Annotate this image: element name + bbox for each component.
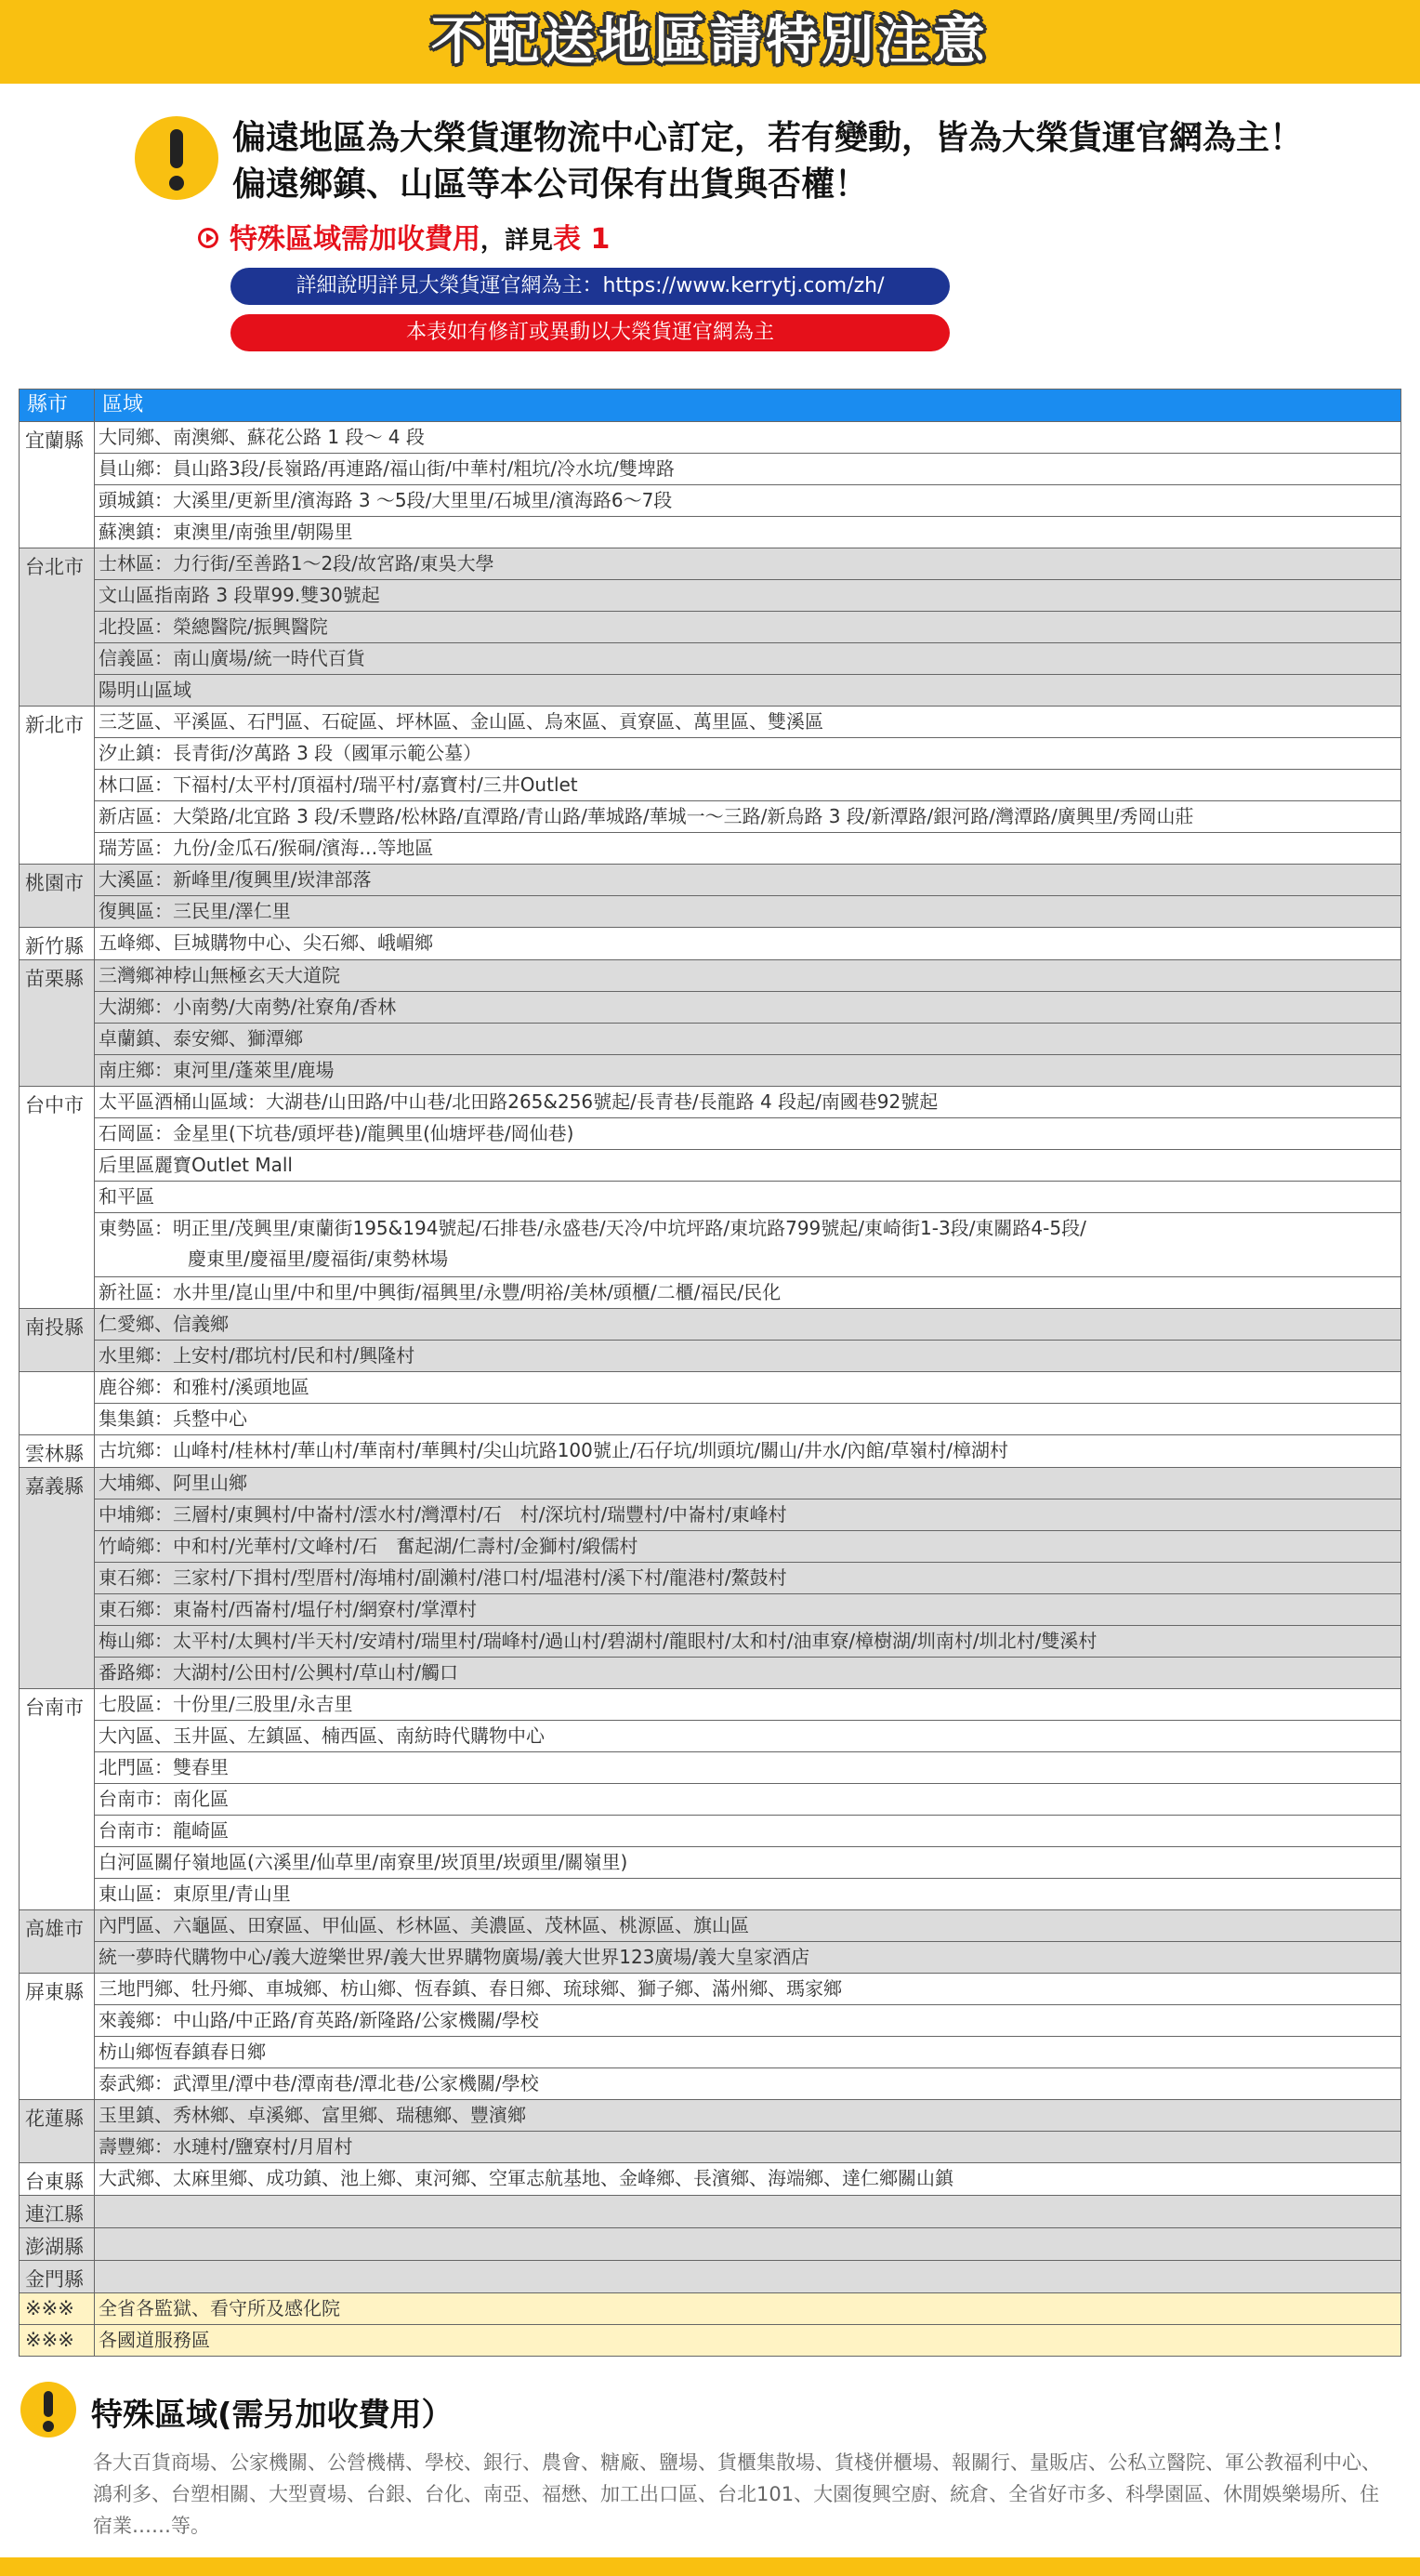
table-row: 仁愛鄉、信義鄉 — [99, 1313, 229, 1335]
county-cell: 澎湖縣 — [20, 2228, 95, 2260]
area-cells — [95, 2261, 1400, 2292]
county-cell: 苗栗縣 — [20, 960, 95, 1086]
table-county-group — [20, 1688, 1400, 1909]
area-cells — [95, 1974, 1400, 2099]
table-row: 陽明山區域 — [95, 674, 1400, 706]
table-row: 北門區：雙春里 — [95, 1751, 1400, 1783]
table-row: 信義區：南山廣場/統一時代百貨 — [95, 642, 1400, 674]
table-row: 大溪區：新峰里/復興里/崁津部落 — [99, 868, 372, 891]
table-row: 東山區：東原里/青山里 — [95, 1878, 1400, 1909]
table-county-group — [20, 548, 1400, 706]
area-cells — [95, 960, 1400, 1086]
play-circle-icon — [198, 228, 218, 248]
area-cells — [95, 2228, 1400, 2260]
notice-line-1: 偏遠地區為大榮貨運物流中心訂定，若有變動，皆為大榮貨運官網為主！ — [232, 119, 1304, 157]
table-row — [95, 2228, 1400, 2259]
area-cells — [95, 928, 1400, 959]
table-county-group — [20, 2099, 1400, 2162]
area-cells — [95, 422, 1400, 548]
table-row: 頭城鎮：大溪里/更新里/濱海路 3 ～5段/大里里/石城里/濱海路6～7段 — [95, 484, 1400, 516]
table-row: 東石鄉：東崙村/西崙村/塭仔村/網寮村/掌潭村 — [95, 1593, 1400, 1625]
table-row: 古坑鄉：山峰村/桂林村/華山村/華南村/華興村/尖山坑路100號止/石仔坑/圳頭坑/關山/井水/內館/草嶺村/樟湖村 — [99, 1439, 1009, 1461]
table-row: 各國道服務區 — [99, 2329, 210, 2351]
county-cell: 花蓮縣 — [20, 2100, 95, 2162]
table-row: 卓蘭鎮、泰安鄉、獅潭鄉 — [95, 1023, 1400, 1054]
table-row: 全省各監獄、看守所及感化院 — [99, 2297, 340, 2319]
county-cell: 新竹縣 — [20, 928, 95, 959]
area-cells — [95, 2325, 1400, 2356]
table-row: 大同鄉、南澳鄉、蘇花公路 1 段～ 4 段 — [99, 426, 425, 448]
table-row: 七股區：十份里/三股里/永吉里 — [99, 1693, 353, 1715]
table-row: 集集鎮：兵整中心 — [95, 1403, 1400, 1434]
table-row: 大埔鄉、阿里山鄉 — [99, 1472, 247, 1494]
table-row: 鹿谷鄉：和雅村/溪頭地區 — [99, 1376, 309, 1398]
county-cell: 高雄市 — [20, 1910, 95, 1973]
area-cells — [95, 2100, 1400, 2162]
table-row: 三灣鄉神桲山無極玄天大道院 — [99, 964, 340, 986]
table-header — [20, 390, 1400, 421]
county-cell: 台北市 — [20, 548, 95, 706]
county-cell: ※※※ — [20, 2293, 95, 2324]
table-row: 文山區指南路 3 段單99.雙30號起 — [95, 579, 1400, 611]
table-county-group — [20, 2227, 1400, 2260]
remote-area-table — [19, 389, 1401, 2357]
county-cell: 屏東縣 — [20, 1974, 95, 2099]
table-row: 新店區：大榮路/北宜路 3 段/禾豐路/松林路/直潭路/青山路/華城路/華城一～三路/新烏路 3 段/新潭路/銀河路/灣潭路/廣興里/秀岡山莊 — [95, 800, 1400, 832]
table-row: 大武鄉、太麻里鄉、成功鎮、池上鄉、東河鄉、空軍志航基地、金峰鄉、長濱鄉、海端鄉、達仁鄉關山鎮 — [99, 2167, 953, 2189]
county-cell: 雲林縣 — [20, 1435, 95, 1467]
table-county-group — [20, 1973, 1400, 2099]
county-cell: 金門縣 — [20, 2261, 95, 2292]
area-cells — [95, 1309, 1400, 1371]
table-row: 五峰鄉、巨城購物中心、尖石鄉、峨嵋鄉 — [99, 931, 433, 954]
area-cells — [95, 1468, 1400, 1688]
table-row: 三地門鄉、牡丹鄉、車城鄉、枋山鄉、恆春鎮、春日鄉、琉球鄉、獅子鄉、滿州鄉、瑪家鄉 — [99, 1977, 842, 2000]
area-cells — [95, 1910, 1400, 1973]
area-cells — [95, 1689, 1400, 1909]
table-county-group — [20, 1086, 1400, 1308]
table-row: 北投區：榮總醫院/振興醫院 — [95, 611, 1400, 642]
county-cell — [20, 1372, 95, 1434]
table-row: 林口區：下福村/太平村/頂福村/瑞平村/嘉寶村/三井Outlet — [95, 769, 1400, 800]
table-row: 大湖鄉：小南勢/大南勢/社寮角/香林 — [95, 991, 1400, 1023]
special-area-label: 特殊區域需加收費用 — [230, 223, 480, 256]
table-row: 員山鄉：員山路3段/長嶺路/再連路/福山街/中華村/粗坑/冷水坑/雙埤路 — [95, 453, 1400, 484]
page-title: 不配送地區請特別注意 — [431, 11, 989, 72]
area-cells — [95, 548, 1400, 706]
table-county-group — [20, 2195, 1400, 2227]
table-row: 壽豐鄉：水璉村/鹽寮村/月眉村 — [95, 2131, 1400, 2162]
table-row: 大內區、玉井區、左鎮區、楠西區、南紡時代購物中心 — [95, 1720, 1400, 1751]
table-row: 汐止鎮：長青街/汐萬路 3 段（國軍示範公墓） — [95, 737, 1400, 769]
special-area-note — [198, 216, 610, 257]
table-county-group — [20, 1909, 1400, 1973]
table-county-group — [20, 421, 1400, 548]
revision-note-pill: 本表如有修訂或異動以大榮貨運官網為主 — [230, 314, 950, 351]
county-cell: 嘉義縣 — [20, 1468, 95, 1688]
table-county-group — [20, 2260, 1400, 2292]
table-row — [95, 2261, 1400, 2292]
table-row: 內門區、六龜區、田寮區、甲仙區、杉林區、美濃區、茂林區、桃源區、旗山區 — [99, 1914, 749, 1936]
bottom-banner — [0, 2557, 1420, 2576]
footer-text: 各大百貨商場、公家機關、公營機構、學校、銀行、農會、糖廠、鹽場、貨櫃集散場、貨棧併櫃場、報關行、量販店、公私立醫院、軍公教福利中心、鴻利多、台塑相關、大型賣場、台銀、台化、南亞、福懋、加工出口區、台北101、大園復興空廚、統倉、全省好市多、科學園區、休閒娛樂場所、住宿業……等。 — [93, 2451, 1381, 2537]
table-row: 南庄鄉：東河里/蓬萊里/鹿場 — [95, 1054, 1400, 1086]
table-row: 枋山鄉恆春鎮春日鄉 — [95, 2036, 1400, 2067]
table-row: 白河區關仔嶺地區(六溪里/仙草里/南寮里/崁頂里/崁頭里/關嶺里) — [95, 1846, 1400, 1878]
notice-line-2: 偏遠鄉鎮、山區等本公司保有出貨與否權！ — [232, 165, 869, 204]
website-info-pill[interactable]: 詳細說明詳見大榮貨運官網為主：https://www.kerrytj.com/zh/ — [230, 268, 950, 305]
table-county-group — [20, 1434, 1400, 1467]
row-line-1: 東勢區：明正里/茂興里/東蘭街195&194號起/石排巷/永盛巷/天冷/中坑坪路/東坑路799號起/東崎街1-3段/東關路4-5段/ — [99, 1217, 1086, 1239]
table-row: 瑞芳區：九份/金瓜石/猴硐/濱海…等地區 — [95, 832, 1400, 864]
table-row: 石岡區：金星里(下坑巷/頭坪巷)/龍興里(仙塘坪巷/岡仙巷) — [95, 1117, 1400, 1149]
area-cells — [95, 1435, 1400, 1467]
county-cell: 台東縣 — [20, 2163, 95, 2195]
table-row: 太平區酒桶山區域：大湖巷/山田路/中山巷/北田路265&256號起/長青巷/長龍路 4 段起/南國巷92號起 — [99, 1090, 939, 1113]
table-county-group — [20, 2162, 1400, 2195]
table-county-group — [20, 1467, 1400, 1688]
table-row: 梅山鄉：太平村/太興村/半天村/安靖村/瑞里村/瑞峰村/過山村/碧湖村/龍眼村/太和村/油車寮/樟樹湖/圳南村/圳北村/雙溪村 — [95, 1625, 1400, 1657]
table-row: 和平區 — [95, 1181, 1400, 1212]
county-cell: 連江縣 — [20, 2196, 95, 2227]
county-cell: 宜蘭縣 — [20, 422, 95, 548]
row-line-2: 慶東里/慶福里/慶福街/東勢林場 — [188, 1248, 449, 1270]
header-area: 區域 — [102, 393, 144, 416]
table-row: 后里區麗寶Outlet Mall — [95, 1149, 1400, 1181]
table-county-group — [20, 927, 1400, 959]
table-row: 竹崎鄉：中和村/光華村/文峰村/石 奮起湖/仁壽村/金獅村/緞儒村 — [95, 1530, 1400, 1562]
table-row — [95, 2196, 1400, 2226]
county-cell: 新北市 — [20, 707, 95, 864]
county-cell: 台中市 — [20, 1087, 95, 1308]
table-county-group — [20, 706, 1400, 864]
footer-exclamation-icon — [20, 2382, 76, 2437]
table-row: 新社區：水井里/崑山里/中和里/中興街/福興里/永豐/明裕/美林/頭櫃/二櫃/福民/民化 — [95, 1276, 1400, 1308]
county-cell: 台南市 — [20, 1689, 95, 1909]
table-row: 復興區：三民里/澤仁里 — [95, 895, 1400, 927]
table-row: 台南市：南化區 — [95, 1783, 1400, 1815]
table-row: 台南市：龍崎區 — [95, 1815, 1400, 1846]
table-row: 三芝區、平溪區、石門區、石碇區、坪林區、金山區、烏來區、貢寮區、萬里區、雙溪區 — [99, 710, 823, 733]
table-county-group — [20, 2324, 1400, 2356]
special-area-ref: 表 1 — [553, 223, 611, 256]
table-county-group — [20, 864, 1400, 927]
footer-title: 特殊區域(需另加收費用） — [91, 2397, 454, 2434]
table-row: 統一夢時代購物中心/義大遊樂世界/義大世界購物廣場/義大世界123廣場/義大皇家酒店 — [95, 1941, 1400, 1973]
table-row — [95, 1212, 1400, 1276]
area-cells — [95, 2293, 1400, 2324]
county-cell: 南投縣 — [20, 1309, 95, 1371]
area-cells — [95, 1087, 1400, 1308]
table-county-group — [20, 959, 1400, 1086]
table-row: 番路鄉：大湖村/公田村/公興村/草山村/觸口 — [95, 1657, 1400, 1688]
table-row: 士林區：力行街/至善路1～2段/故宮路/東吳大學 — [99, 552, 494, 575]
header-county: 縣市 — [20, 390, 95, 421]
table-row: 東石鄉：三家村/下揖村/型厝村/海埔村/副瀨村/港口村/塭港村/溪下村/龍港村/鰲鼓村 — [95, 1562, 1400, 1593]
special-area-mid: ，詳見 — [480, 227, 554, 255]
area-cells — [95, 2163, 1400, 2195]
county-cell: 桃園市 — [20, 865, 95, 927]
exclamation-icon — [135, 116, 218, 200]
table-row: 來義鄉：中山路/中正路/育英路/新隆路/公家機關/學校 — [95, 2004, 1400, 2036]
area-cells — [95, 2196, 1400, 2227]
table-county-group — [20, 1308, 1400, 1371]
table-body — [20, 421, 1400, 2356]
table-row: 玉里鎮、秀林鄉、卓溪鄉、富里鄉、瑞穗鄉、豐濱鄉 — [99, 2104, 526, 2126]
table-county-group — [20, 1371, 1400, 1434]
table-county-group — [20, 2292, 1400, 2324]
county-cell: ※※※ — [20, 2325, 95, 2356]
table-row: 蘇澳鎮：東澳里/南強里/朝陽里 — [95, 516, 1400, 548]
table-row: 中埔鄉：三層村/東興村/中崙村/澐水村/灣潭村/石 村/深坑村/瑞豐村/中崙村/東峰村 — [95, 1499, 1400, 1530]
area-cells — [95, 707, 1400, 864]
area-cells — [95, 1372, 1400, 1434]
table-row: 泰武鄉：武潭里/潭中巷/潭南巷/潭北巷/公家機關/學校 — [95, 2067, 1400, 2099]
area-cells — [95, 865, 1400, 927]
table-row: 水里鄉：上安村/郡坑村/民和村/興隆村 — [95, 1340, 1400, 1371]
